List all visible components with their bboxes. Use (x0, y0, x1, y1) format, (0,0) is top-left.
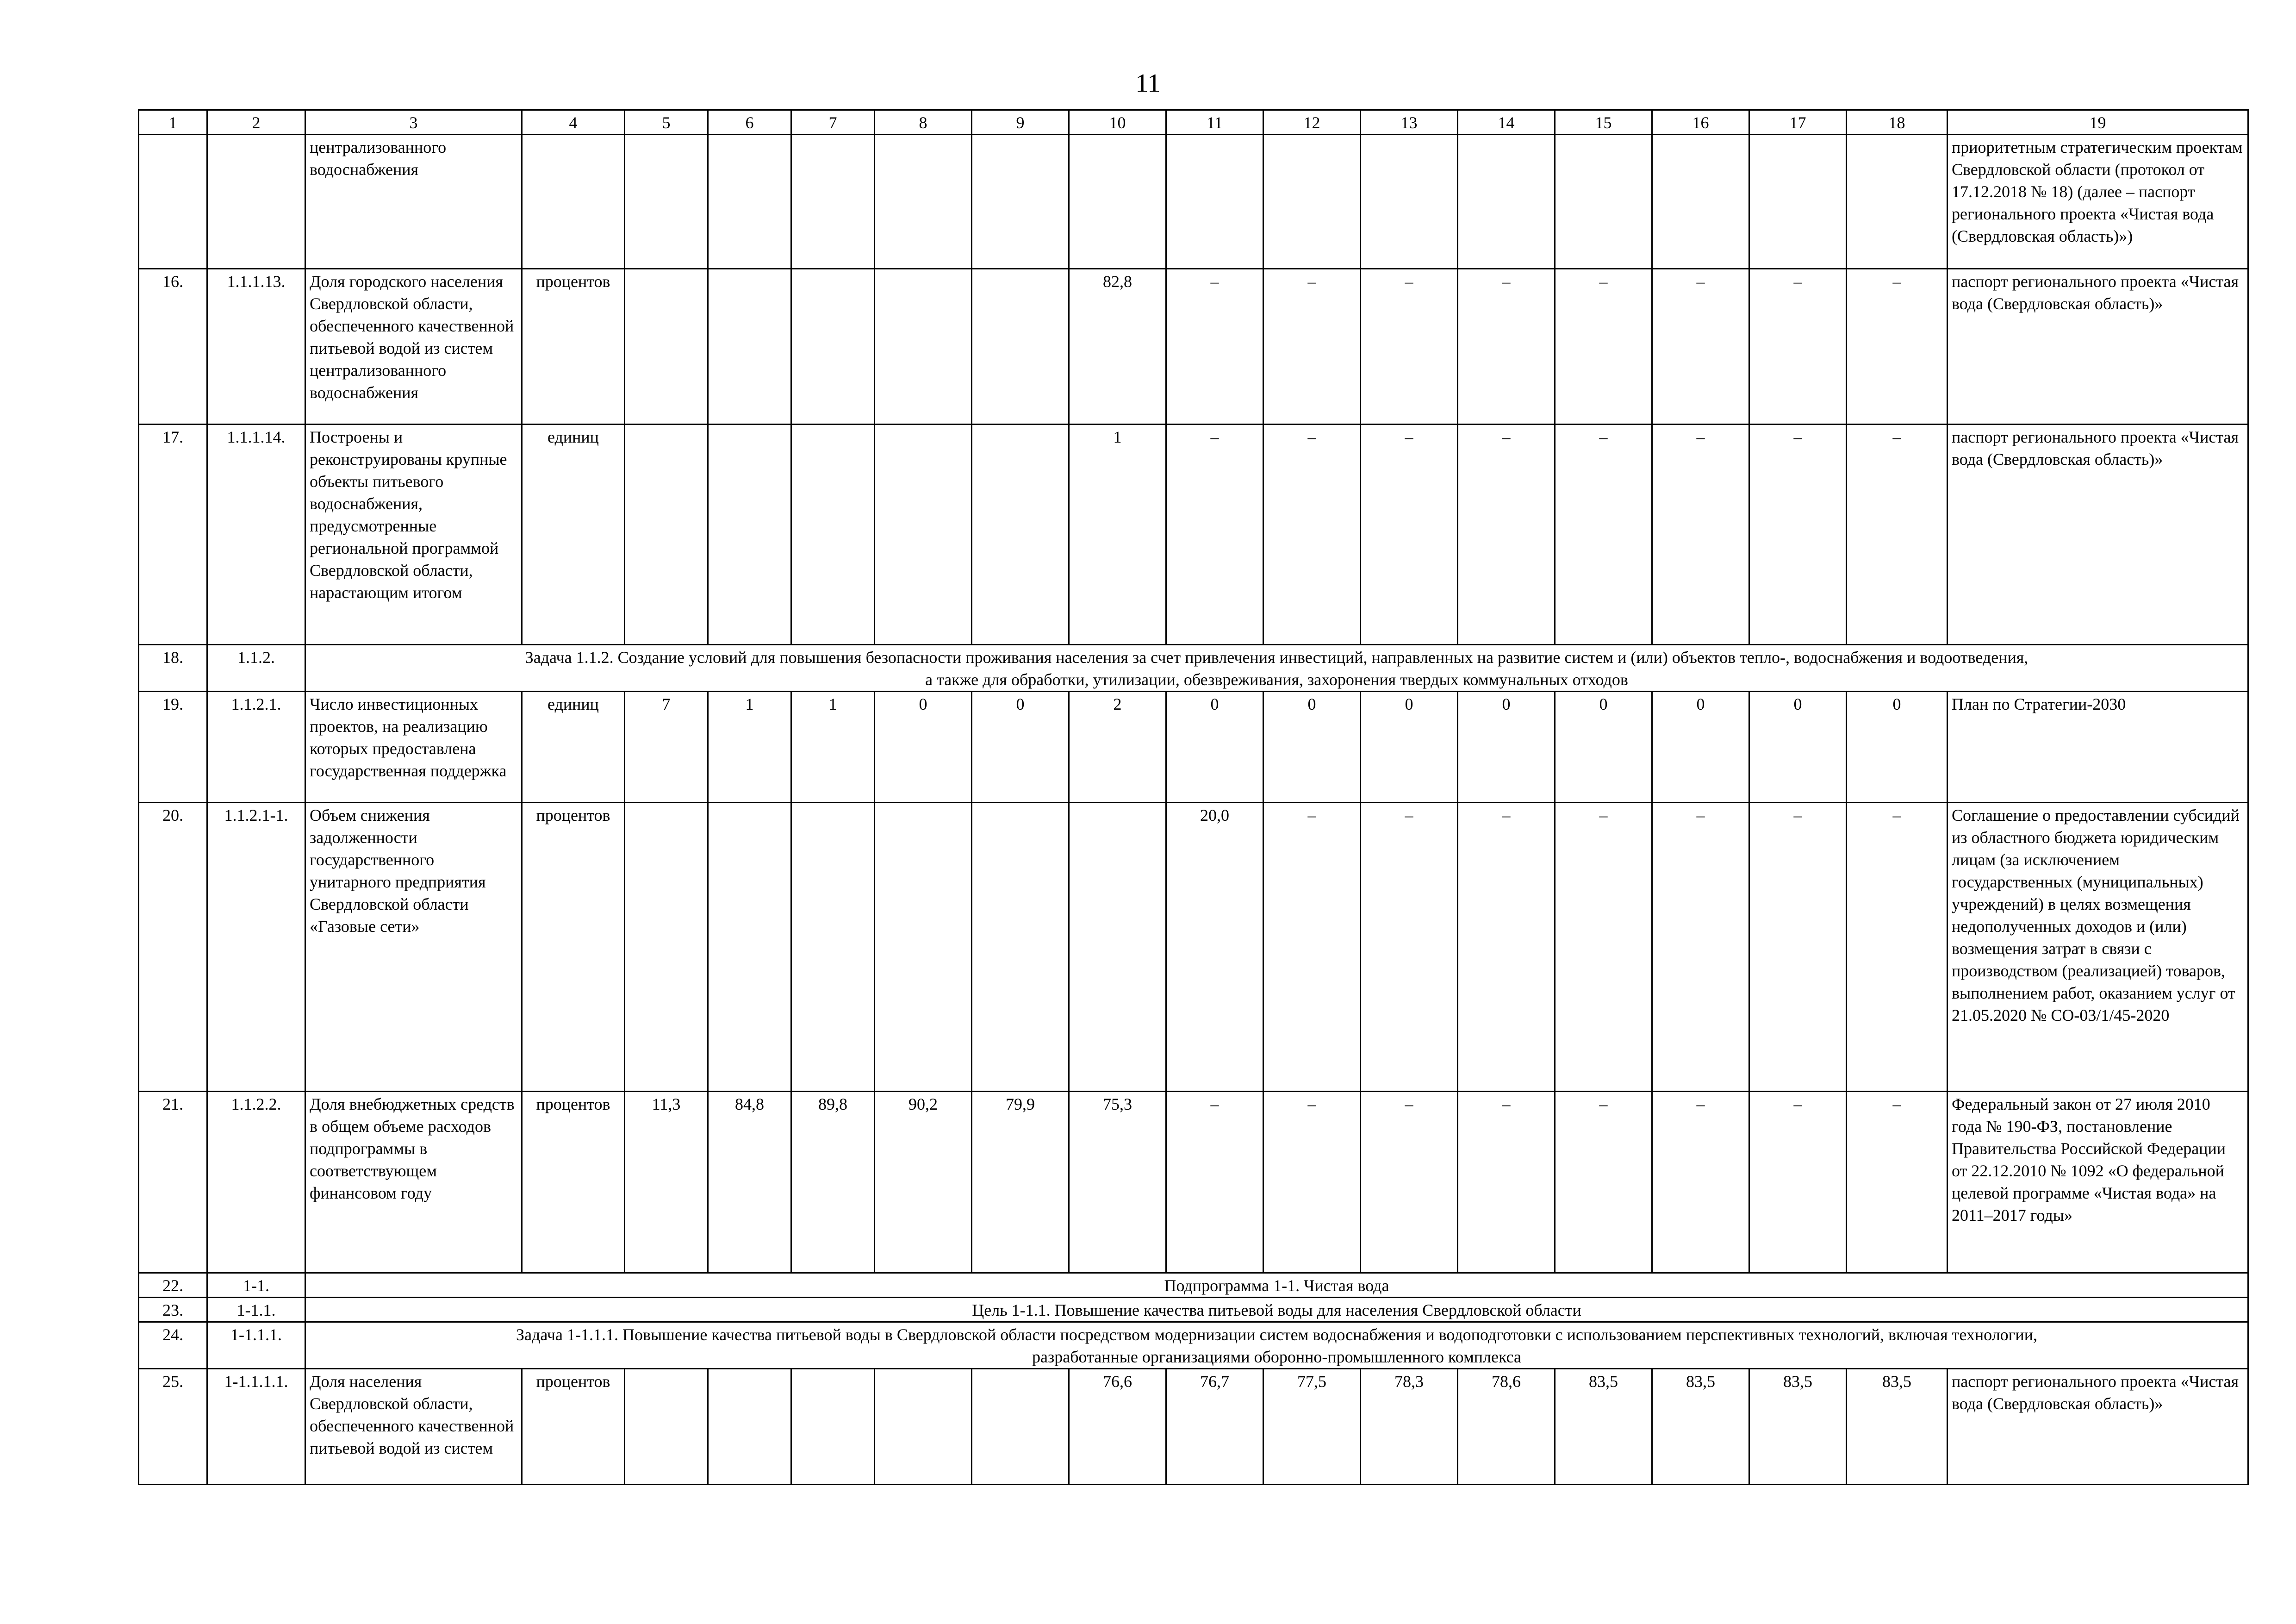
header-cell: 4 (522, 110, 625, 135)
table-cell: 83,5 (1652, 1369, 1749, 1485)
table-cell: Число инвестиционных проектов, на реализацию которых предоставлена государственная поддержка (305, 692, 522, 803)
table-cell: 17. (139, 425, 207, 645)
table-cell: 1.1.2.1. (207, 692, 305, 803)
table-cell: 82,8 (1069, 269, 1166, 425)
row-code-cell: 1-1. (207, 1273, 305, 1298)
table-cell: – (1749, 1092, 1847, 1273)
table-cell (791, 1369, 875, 1485)
table-cell: – (1361, 803, 1458, 1092)
table-cell: 2 (1069, 692, 1166, 803)
table-cell (708, 269, 791, 425)
table-cell: Доля внебюджетных средств в общем объеме расходов подпрограммы в соответствующем финансовом году (305, 1092, 522, 1273)
table-row (139, 425, 2248, 645)
row-number-cell: 24. (139, 1322, 207, 1369)
table-cell (972, 269, 1069, 425)
table-cell: – (1263, 803, 1361, 1092)
table-cell: 20. (139, 803, 207, 1092)
header-cell: 17 (1749, 110, 1847, 135)
header-row (139, 110, 2248, 135)
table-cell: 0 (1652, 692, 1749, 803)
table-cell: Соглашение о предоставлении субсидий из областного бюджета юридическим лицам (за исключением государственных (муниципальных) учреждений) в целях возмещения недополученных доходов и (или) возмещения затрат в связи с производством (реализацией) товаров, выполнением работ, оказанием услуг от 21.05.2020 № СО-03/1/45-2020 (1948, 803, 2248, 1092)
table-cell: – (1847, 269, 1948, 425)
table-cell: – (1361, 425, 1458, 645)
table-cell: 1.1.1.13. (207, 269, 305, 425)
row-number-cell: 23. (139, 1298, 207, 1322)
section-row (139, 1298, 2248, 1322)
table-cell (791, 803, 875, 1092)
table-cell: – (1652, 803, 1749, 1092)
table-cell (1847, 135, 1948, 269)
table-cell (875, 269, 972, 425)
section-row (139, 1273, 2248, 1298)
table-cell (972, 135, 1069, 269)
table-cell: 0 (972, 692, 1069, 803)
table-cell: 1.1.2.2. (207, 1092, 305, 1273)
table-cell: 83,5 (1847, 1369, 1948, 1485)
table-cell: – (1263, 1092, 1361, 1273)
table-cell (522, 135, 625, 269)
table-cell: 75,3 (1069, 1092, 1166, 1273)
table-cell: – (1847, 425, 1948, 645)
table-cell (875, 1369, 972, 1485)
table-cell: – (1555, 1092, 1652, 1273)
table-cell: 0 (1555, 692, 1652, 803)
header-cell: 18 (1847, 110, 1948, 135)
table-cell: приоритетным стратегическим проектам Свердловской области (протокол от 17.12.2018 № 18) (далее – паспорт регионального проекта «Чистая вода (Свердловская область)») (1948, 135, 2248, 269)
table-cell (708, 1369, 791, 1485)
section-title-cell (305, 1273, 2248, 1298)
table-row (139, 1092, 2248, 1273)
table-cell: 78,3 (1361, 1369, 1458, 1485)
table-cell: – (1458, 425, 1555, 645)
page-number: 11 (1135, 69, 1161, 98)
header-cell: 16 (1652, 110, 1749, 135)
indicators-table (138, 109, 2249, 1485)
table-cell (708, 135, 791, 269)
table-cell: – (1458, 803, 1555, 1092)
header-cell: 8 (875, 110, 972, 135)
table-cell: процентов (522, 1369, 625, 1485)
table-cell: 0 (1263, 692, 1361, 803)
table-row (139, 135, 2248, 269)
header-cell: 13 (1361, 110, 1458, 135)
table-cell: 77,5 (1263, 1369, 1361, 1485)
section-title-line: а также для обработки, утилизации, обезвреживания, захоронения твердых коммунальных отходов (925, 670, 1628, 689)
header-cell: 10 (1069, 110, 1166, 135)
table-row (139, 692, 2248, 803)
table-cell: 90,2 (875, 1092, 972, 1273)
header-cell: 6 (708, 110, 791, 135)
table-cell (875, 803, 972, 1092)
table-row (139, 803, 2248, 1092)
table-cell (708, 425, 791, 645)
header-cell: 12 (1263, 110, 1361, 135)
table-cell: 76,7 (1166, 1369, 1263, 1485)
header-cell: 7 (791, 110, 875, 135)
table-cell: – (1555, 803, 1652, 1092)
table-cell: паспорт регионального проекта «Чистая вода (Свердловская область)» (1948, 1369, 2248, 1485)
table-cell (207, 135, 305, 269)
table-cell (875, 425, 972, 645)
table-cell (1361, 135, 1458, 269)
section-title-line: Задача 1.1.2. Создание условий для повышения безопасности проживания населения за счет привлечения инвестиций, направленных на развитие систем и (или) объектов тепло-, водоснабжения и водоотведения, (525, 648, 2028, 667)
table-cell: паспорт регионального проекта «Чистая вода (Свердловская область)» (1948, 425, 2248, 645)
table-cell: 84,8 (708, 1092, 791, 1273)
table-row (139, 1369, 2248, 1485)
section-title-cell (305, 645, 2248, 692)
section-title-line: Задача 1-1.1.1. Повышение качества питьевой воды в Свердловской области посредством модернизации систем водоснабжения и водоподготовки с использованием перспективных технологий, включая технологии, (516, 1325, 2037, 1344)
table-cell: – (1166, 425, 1263, 645)
header-cell: 15 (1555, 110, 1652, 135)
header-cell: 19 (1948, 110, 2248, 135)
table-cell: процентов (522, 269, 625, 425)
row-number-cell: 18. (139, 645, 207, 692)
table-cell: План по Стратегии-2030 (1948, 692, 2248, 803)
table-cell: 19. (139, 692, 207, 803)
section-title-line: Подпрограмма 1-1. Чистая вода (1164, 1276, 1389, 1295)
table-cell: 7 (625, 692, 708, 803)
table-cell: Федеральный закон от 27 июля 2010 года № 190-ФЗ, постановление Правительства Российской Федерации от 22.12.2010 № 1092 «О федеральной целевой программе «Чистая вода» на 2011–2017 годы» (1948, 1092, 2248, 1273)
header-cell: 9 (972, 110, 1069, 135)
section-row (139, 645, 2248, 692)
table-cell (1069, 803, 1166, 1092)
section-title-cell (305, 1298, 2248, 1322)
header-cell: 14 (1458, 110, 1555, 135)
table-cell: – (1652, 1092, 1749, 1273)
table-cell: Объем снижения задолженности государственного унитарного предприятия Свердловской области «Газовые сети» (305, 803, 522, 1092)
table-cell: 25. (139, 1369, 207, 1485)
table-cell (791, 425, 875, 645)
table-cell: – (1847, 1092, 1948, 1273)
table-cell: процентов (522, 1092, 625, 1273)
table-row (139, 269, 2248, 425)
table-cell: – (1263, 269, 1361, 425)
table-cell: – (1458, 1092, 1555, 1273)
header-cell: 2 (207, 110, 305, 135)
table-cell (625, 135, 708, 269)
table-cell: 0 (875, 692, 972, 803)
table-cell: – (1166, 269, 1263, 425)
table-cell: – (1749, 425, 1847, 645)
table-cell: 83,5 (1555, 1369, 1652, 1485)
table-cell (708, 803, 791, 1092)
table-cell: Построены и реконструированы крупные объекты питьевого водоснабжения, предусмотренные региональной программой Свердловской области, нарастающим итогом (305, 425, 522, 645)
table-cell: – (1361, 1092, 1458, 1273)
table-cell (1749, 135, 1847, 269)
section-title-line: разработанные организациями оборонно-промышленного комплекса (1032, 1348, 1521, 1366)
table-cell: 16. (139, 269, 207, 425)
header-cell: 3 (305, 110, 522, 135)
table-cell: 20,0 (1166, 803, 1263, 1092)
table-cell: – (1749, 803, 1847, 1092)
table-cell: – (1263, 425, 1361, 645)
table-cell (1555, 135, 1652, 269)
table-cell: 89,8 (791, 1092, 875, 1273)
table-cell (972, 803, 1069, 1092)
table-cell: 0 (1458, 692, 1555, 803)
row-code-cell: 1-1.1.1. (207, 1322, 305, 1369)
table-cell: 79,9 (972, 1092, 1069, 1273)
table-cell: 1-1.1.1.1. (207, 1369, 305, 1485)
table-cell: Доля населения Свердловской области, обеспеченного качественной питьевой водой из систем (305, 1369, 522, 1485)
table-cell (625, 269, 708, 425)
table-cell (972, 425, 1069, 645)
table-cell (625, 1369, 708, 1485)
table-cell: – (1166, 1092, 1263, 1273)
section-row (139, 1322, 2248, 1369)
table-cell: – (1847, 803, 1948, 1092)
table-cell: единиц (522, 425, 625, 645)
table-cell: 0 (1361, 692, 1458, 803)
table-cell: – (1555, 425, 1652, 645)
table-cell (875, 135, 972, 269)
header-cell: 11 (1166, 110, 1263, 135)
table-cell: – (1555, 269, 1652, 425)
table-cell (1652, 135, 1749, 269)
table-cell: 0 (1749, 692, 1847, 803)
table-cell: 76,6 (1069, 1369, 1166, 1485)
table-cell: – (1652, 425, 1749, 645)
table-cell: – (1749, 269, 1847, 425)
table-cell (139, 135, 207, 269)
table-cell: – (1652, 269, 1749, 425)
table-cell (625, 803, 708, 1092)
table-cell: 0 (1166, 692, 1263, 803)
table-cell (972, 1369, 1069, 1485)
table-cell: 83,5 (1749, 1369, 1847, 1485)
table-cell (1263, 135, 1361, 269)
table-cell: 1 (791, 692, 875, 803)
table-cell: 1.1.2.1-1. (207, 803, 305, 1092)
table-cell: – (1361, 269, 1458, 425)
table-cell (625, 425, 708, 645)
table-cell: 21. (139, 1092, 207, 1273)
table-cell (791, 135, 875, 269)
header-cell: 5 (625, 110, 708, 135)
row-code-cell: 1-1.1. (207, 1298, 305, 1322)
section-title-line: Цель 1-1.1. Повышение качества питьевой воды для населения Свердловской области (972, 1301, 1581, 1319)
table-cell (1458, 135, 1555, 269)
table-cell (1069, 135, 1166, 269)
table-cell: паспорт регионального проекта «Чистая вода (Свердловская область)» (1948, 269, 2248, 425)
table-cell: процентов (522, 803, 625, 1092)
row-code-cell: 1.1.2. (207, 645, 305, 692)
table-cell: 1 (708, 692, 791, 803)
table-cell: Доля городского населения Свердловской области, обеспеченного качественной питьевой водой из систем централизованного водоснабжения (305, 269, 522, 425)
table-cell: 1 (1069, 425, 1166, 645)
table-cell: 78,6 (1458, 1369, 1555, 1485)
header-cell: 1 (139, 110, 207, 135)
table-cell: централизованного водоснабжения (305, 135, 522, 269)
table-cell: 11,3 (625, 1092, 708, 1273)
table-cell: – (1458, 269, 1555, 425)
table-cell: единиц (522, 692, 625, 803)
table-cell (1166, 135, 1263, 269)
section-title-cell (305, 1322, 2248, 1369)
table-cell: 1.1.1.14. (207, 425, 305, 645)
table-cell: 0 (1847, 692, 1948, 803)
row-number-cell: 22. (139, 1273, 207, 1298)
table-cell (791, 269, 875, 425)
